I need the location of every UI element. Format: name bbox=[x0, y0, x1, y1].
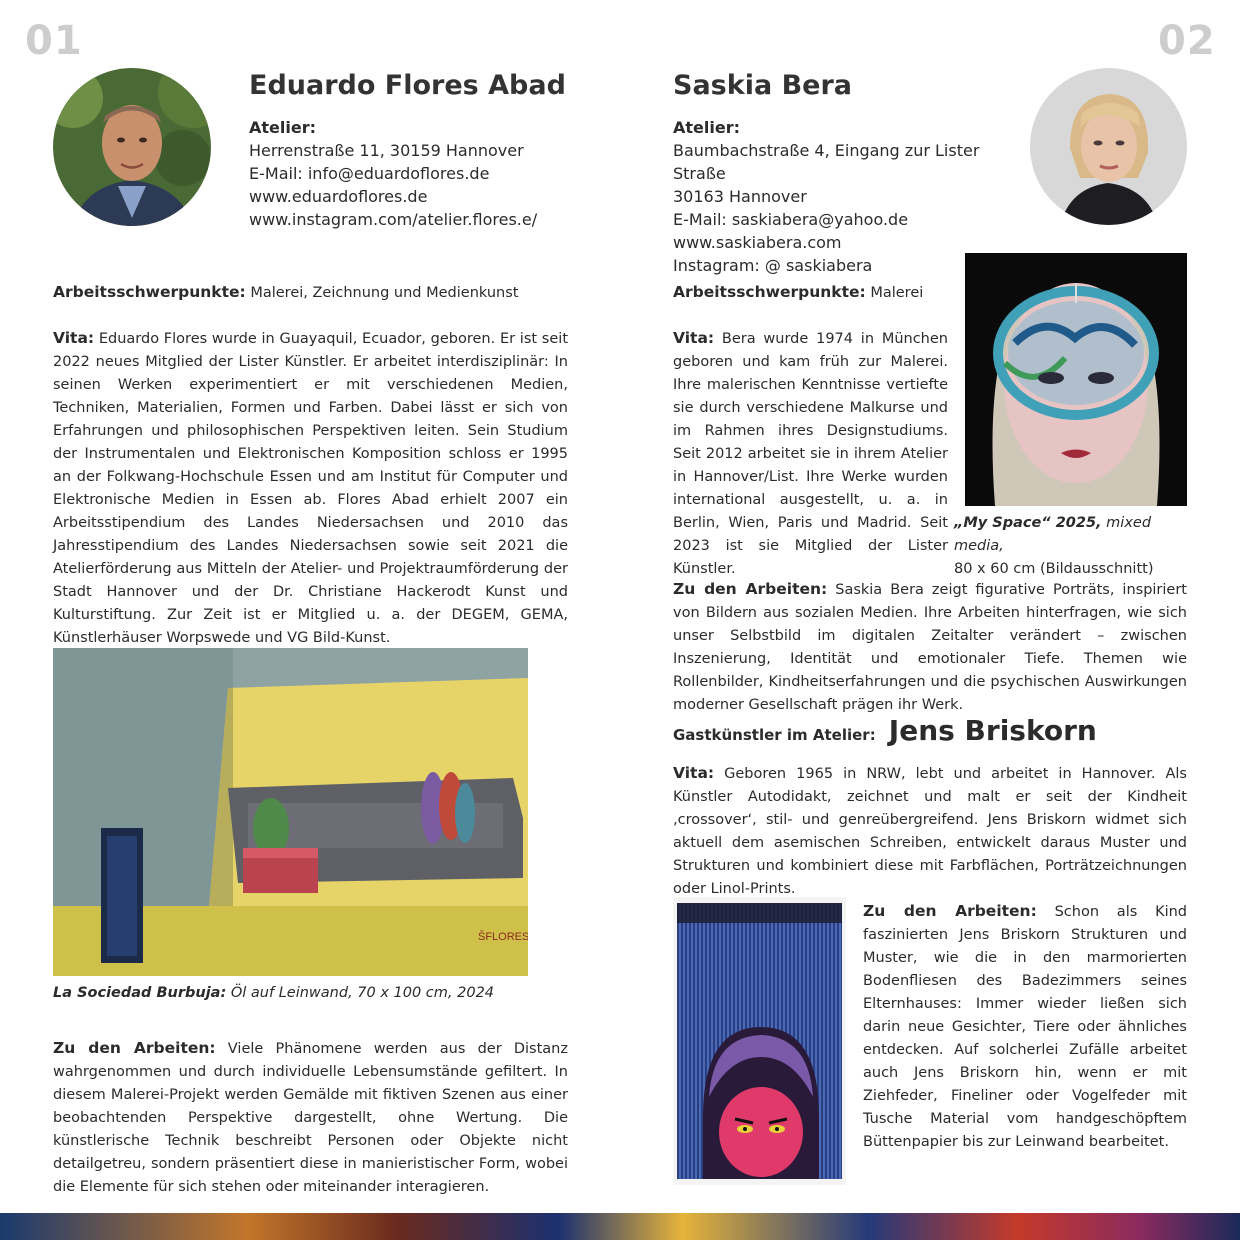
guest-label: Gastkünstler im Atelier: bbox=[673, 726, 876, 744]
artist2-website[interactable]: www.saskiabera.com bbox=[673, 233, 842, 252]
guest-works bbox=[863, 900, 1187, 1154]
artist1-email[interactable]: E-Mail: info@eduardoflores.de bbox=[249, 164, 490, 183]
artist2-vita-text: Bera wurde 1974 in München geboren und kam früh zur Malerei. Ihre malerischen Kenntnisse vertiefte sie durch verschiedene Malkurse und im Rahmen ihres Designstudiums. Seit 2012 arbeitet sie in ihrem Atelier in Hannover/List. Ihre Werke wurden international ausgestellt, u. a. in Berlin, Wien, Paris und Madrid. Seit 2023 ist sie Mitglied der Lister Künstler. bbox=[673, 331, 948, 577]
artist2-works-label: Zu den Arbeiten: bbox=[673, 580, 828, 598]
artist1-vita-text: Eduardo Flores wurde in Guayaquil, Ecuador, geboren. Er ist seit 2022 neues Mitglied der Lister Künstler. Er arbeitet interdisziplinär: In seinen Werken experimentiert er mit verschiedenen Medien, Techniken, Materialien, Formen und Farben. Dabei lässt er sich von Erfahrungen und philosophischen Perspektiven leiten. Sein Studium der Instrumentalen und Elektronischen Komposition schloss er 1995 an der Folkwang-Hochschule Essen und am Institut für Computer und Elektronische Medien in Essen ab. Flores Abad erhielt 2007 ein Arbeitsstipendium des Landes Niedersachsen und 2010 das Jahresstipendium des Landes Niedersachsen sowie seit 2021 die Atelierförderung aus Mitteln der Atelier- und Projektraumförderung der Stadt Hannover und der Dr. Christiane Hackerodt Kunst und Kulturstiftung. Zur Zeit ist er Mitglied u. a. der DEGEM, GEMA, Künstlerhäuser Worpswede und VG Bild-Kunst. bbox=[53, 331, 568, 646]
artist2-vita-label: Vita: bbox=[673, 329, 715, 347]
artist2-focus bbox=[673, 281, 953, 305]
artist2-caption-text: mixed media, bbox=[954, 515, 1152, 554]
artist1-painting-signature: ŠFLORES bbox=[478, 931, 528, 943]
artist1-focus-label: Arbeitsschwerpunkte: bbox=[53, 283, 246, 301]
guest-vita bbox=[673, 762, 1187, 901]
artist1-caption-title: La Sociedad Burbuja: bbox=[53, 985, 227, 1001]
artist2-caption bbox=[954, 512, 1194, 581]
artist1-caption-text: Öl auf Leinwand, 70 x 100 cm, 2024 bbox=[226, 985, 495, 1001]
artist2-address-1: Baumbachstraße 4, Eingang zur Lister Straße bbox=[673, 141, 980, 183]
artist2-caption-line2: 80 x 60 cm (Bildausschnitt) bbox=[954, 561, 1154, 577]
artist2-instagram[interactable]: Instagram: @ saskiabera bbox=[673, 256, 873, 275]
artist1-caption bbox=[53, 982, 568, 1005]
artist2-vita bbox=[673, 327, 948, 581]
artist2-painting bbox=[965, 253, 1187, 506]
guest-heading bbox=[673, 714, 1187, 747]
artist1-vita bbox=[53, 327, 568, 650]
artist1-instagram[interactable]: www.instagram.com/atelier.flores.e/ bbox=[249, 210, 538, 229]
artist1-works-text: Viele Phänomene werden aus der Distanz wahrgenommen und durch individuelle Lebensumstände gefiltert. In diesem Malerei-Projekt werden Gemälde mit fiktiven Szenen aus einer beobachtenden Perspektive dargestellt, ohne Wertung. Die künstlerische Technik beschreibt Personen oder Objekte nicht detailgetreu, sondern präsentiert diese in manieristischer Form, wobei die Elemente für sich stehen oder miteinander interagieren. bbox=[53, 1041, 568, 1195]
artist1-portrait bbox=[53, 68, 211, 226]
artist2-name: Saskia Bera bbox=[673, 70, 852, 101]
artist2-atelier-label: Atelier: bbox=[673, 118, 740, 137]
guest-vita-text: Geboren 1965 in NRW, lebt und arbeitet in Hannover. Als Künstler Autodidakt, zeichnet und malt er seit der Kindheit ‚crossover‘, stil- und genreübergreifend. Jens Briskorn widmet sich aktuell dem asemischen Schreiben, entwickelt daraus Muster und Strukturen und kombiniert diese mit Farbflächen, Porträtzeichnungen oder Linol-Prints. bbox=[673, 766, 1187, 897]
artist2-works-text: Saskia Bera zeigt figurative Porträts, inspiriert von Bildern aus sozialen Medien. Ihre Arbeiten hinterfragen, wie sich unser Selbstbild im digitalen Zeitalter verändert – zwischen Inszenierung, Identität und emotionaler Tiefe. Themen wie Rollenbilder, Kindheitserfahrungen und die psychischen Auswirkungen moderner Gesellschaft prägen ihr Werk. bbox=[673, 582, 1187, 713]
guest-vita-label: Vita: bbox=[673, 764, 715, 782]
guest-works-text: Schon als Kind faszinierten Jens Briskorn Strukturen und Muster, wie die in den marmorierten Bodenfliesen des Badezimmers seines Elternhauses: Immer wieder ließen sich darin neue Gesichter, Tiere oder ähnliches entdecken. Auf solcherlei Zufälle arbeitet auch Jens Briskorn hin, wenn er mit Ziehfeder, Fineliner oder Vogelfeder mit Tusche Material vom handgeschöpftem Büttenpapier bis zur Leinwand bearbeitet. bbox=[863, 904, 1187, 1150]
artist2-portrait bbox=[1030, 68, 1187, 225]
artist2-focus-label: Arbeitsschwerpunkte: bbox=[673, 283, 866, 301]
artist1-atelier-label: Atelier: bbox=[249, 118, 316, 137]
artist1-contact bbox=[249, 116, 629, 231]
guest-name: Jens Briskorn bbox=[888, 714, 1097, 747]
artist1-focus bbox=[53, 281, 568, 305]
artist2-focus-text: Malerei bbox=[865, 285, 924, 301]
artist1-works bbox=[53, 1037, 568, 1199]
guest-artwork bbox=[673, 897, 846, 1185]
footer-image-strip bbox=[0, 1213, 1240, 1240]
artist1-painting bbox=[53, 648, 528, 976]
artist1-focus-text: Malerei, Zeichnung und Medienkunst bbox=[245, 285, 519, 301]
artist2-works bbox=[673, 578, 1187, 717]
artist1-works-label: Zu den Arbeiten: bbox=[53, 1039, 216, 1057]
page-number-left: 01 bbox=[25, 18, 83, 64]
artist1-vita-label: Vita: bbox=[53, 329, 95, 347]
artist1-website[interactable]: www.eduardoflores.de bbox=[249, 187, 428, 206]
artist2-email[interactable]: E-Mail: saskiabera@yahoo.de bbox=[673, 210, 909, 229]
artist2-caption-title: „My Space“ 2025, bbox=[954, 515, 1102, 531]
page-number-right: 02 bbox=[1158, 18, 1216, 64]
artist2-address-2: 30163 Hannover bbox=[673, 187, 807, 206]
artist1-address: Herrenstraße 11, 30159 Hannover bbox=[249, 141, 524, 160]
artist1-name: Eduardo Flores Abad bbox=[249, 70, 566, 101]
guest-works-label: Zu den Arbeiten: bbox=[863, 902, 1037, 920]
